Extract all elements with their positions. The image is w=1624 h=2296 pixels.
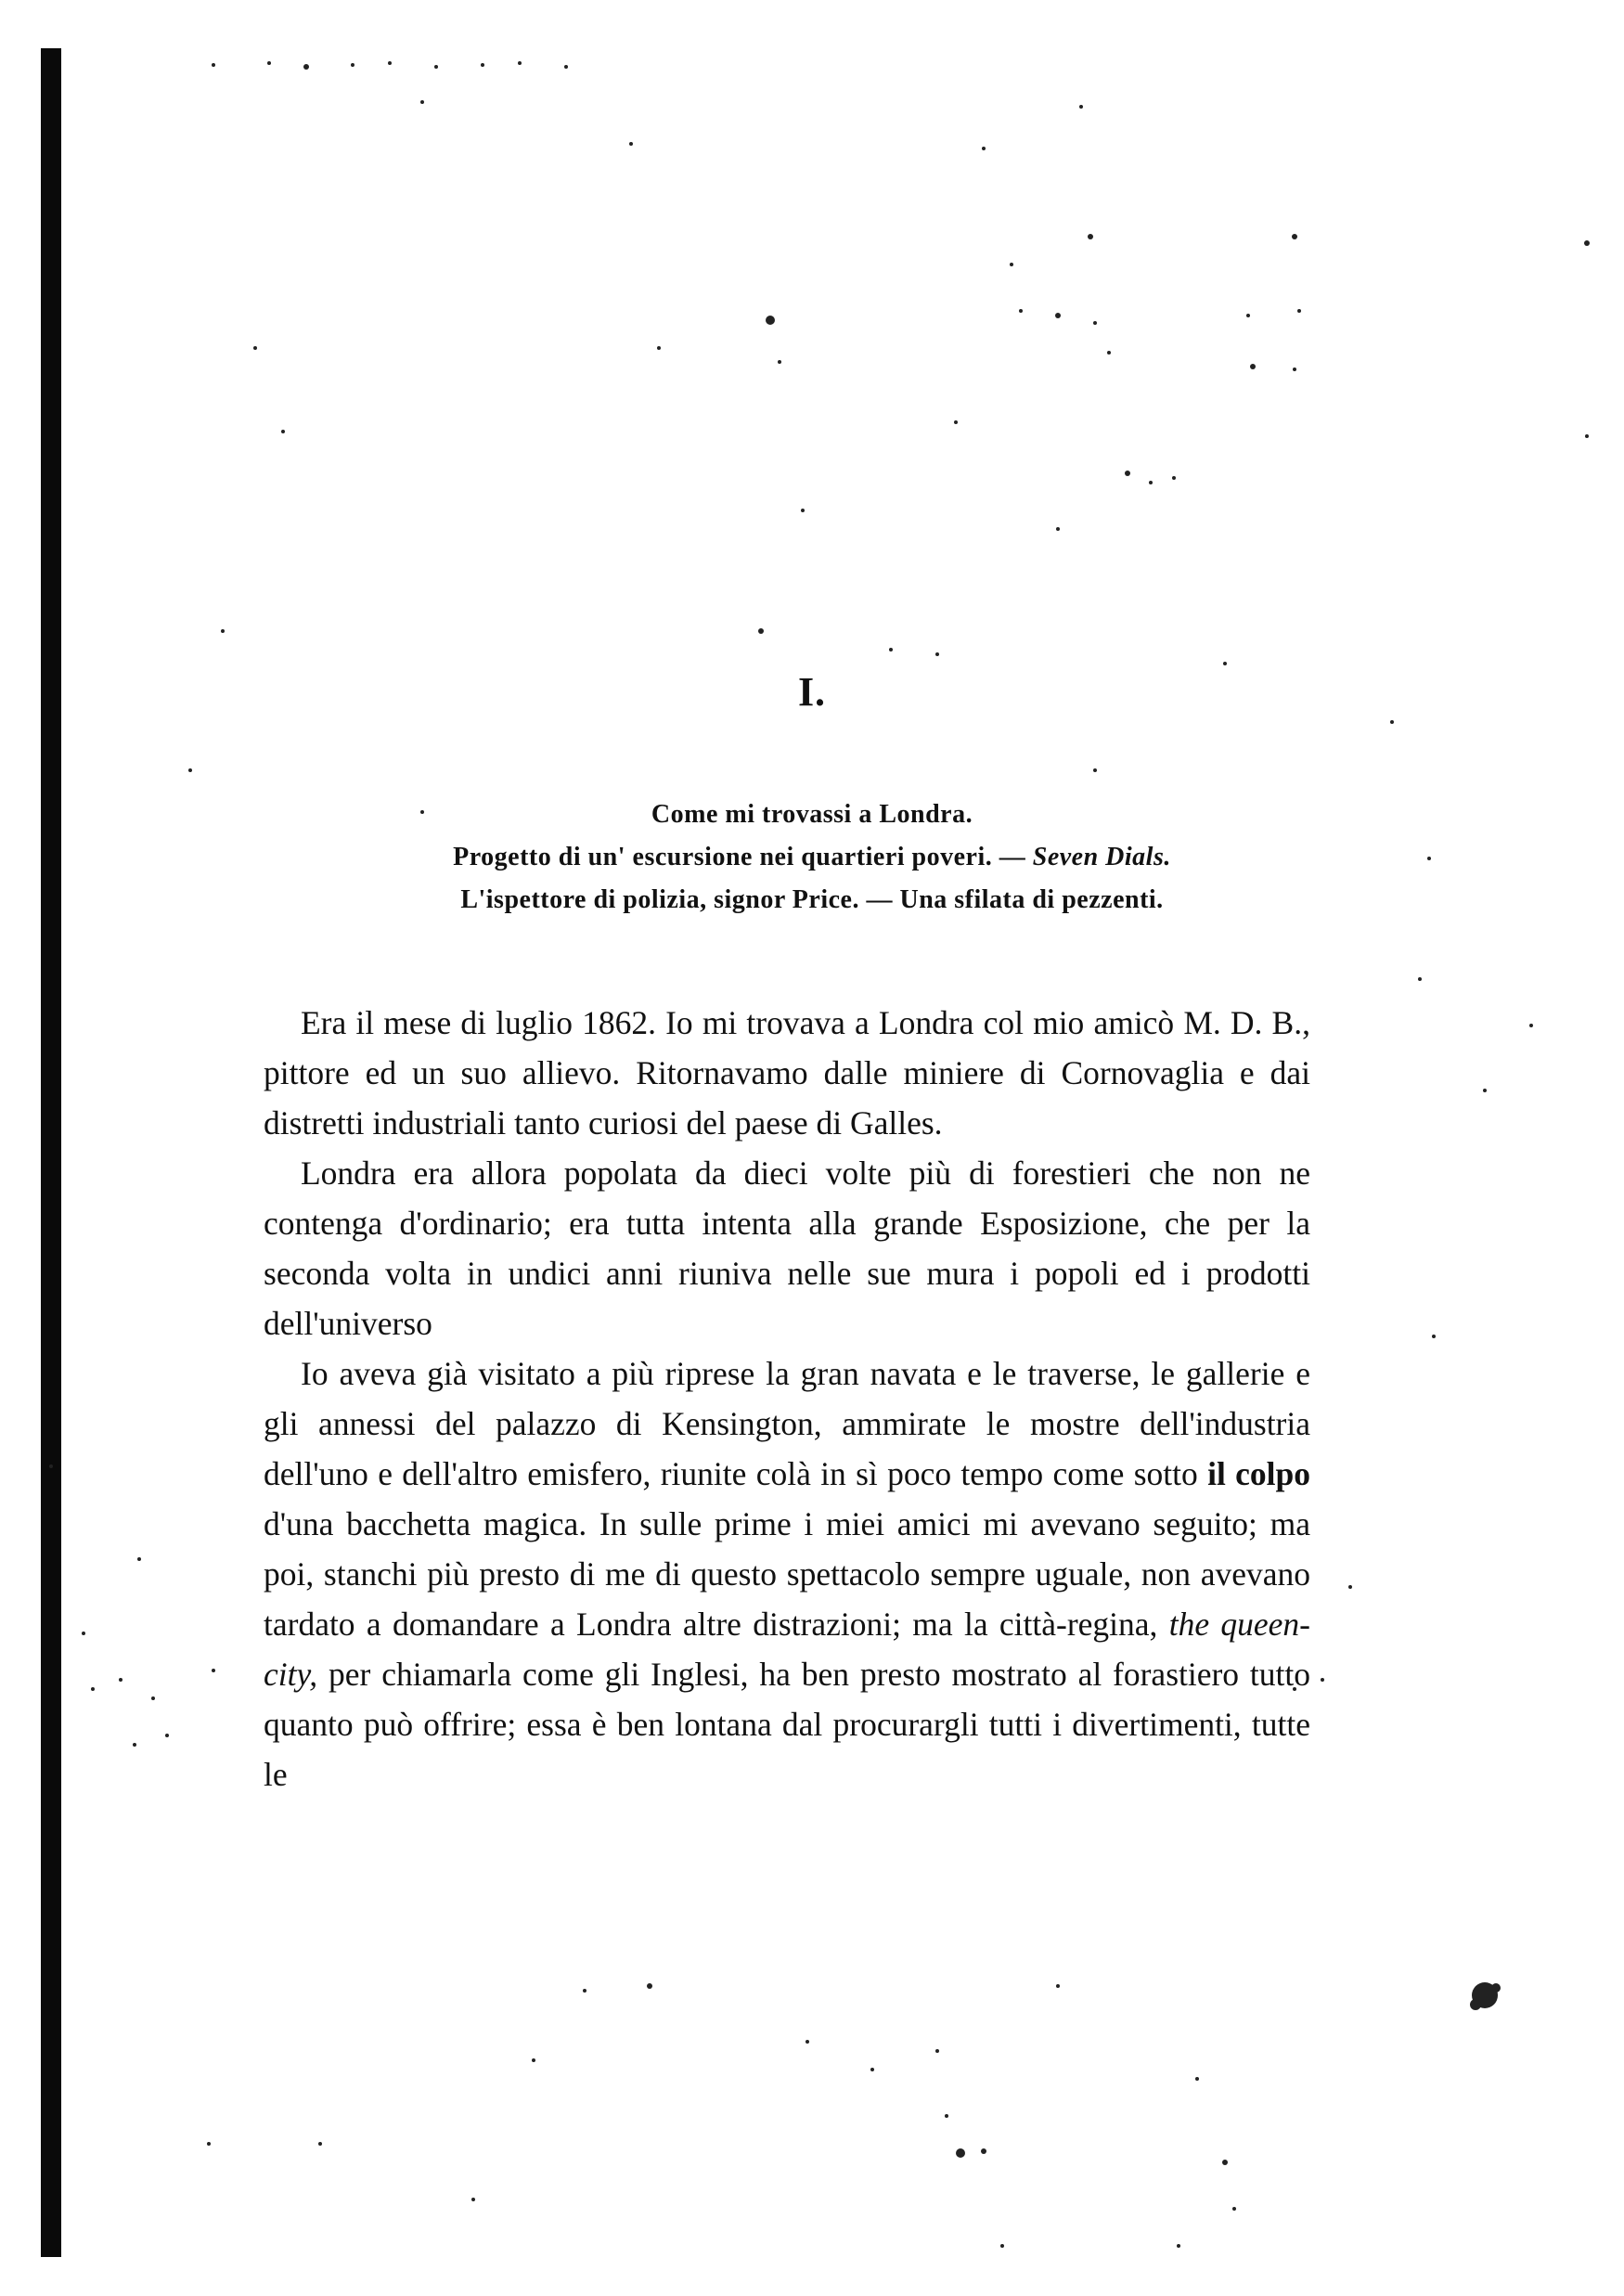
chapter-body [264,998,1310,1799]
paragraph-1: Era il mese di luglio 1862. Io mi trovava a Londra col mio amicò M. D. B., pittore ed un suo allievo. Ritornavamo dalle miniere di Cornovaglia e dai distretti industriali tanto curiosi del paese di Galles. [264,1004,1310,1142]
chapter-number: I. [797,669,827,715]
paragraph-3-part-2: d'una bacchetta magica. In sulle prime i miei amici mi avevano seguito; ma poi, stanchi più presto di me di questo spettacolo sempre uguale, non avevano tardato a domandare a Londra altre distrazioni; ma la città-regina, [264,1505,1310,1643]
paragraph-3-part-3: per chiamarla come gli Inglesi, ha ben presto mostrato al forastiero tutto quanto può offrire; essa è ben lontana dal procurargli tutti i divertimenti, tutte le [264,1656,1311,1793]
summary-line-2 [0,836,1624,879]
paragraph-2: Londra era allora popolata da dieci volte più di forestieri che non ne contenga d'ordinario; era tutta intenta alla grande Esposizione, che per la seconda volta in undici anni riuniva nelle sue mura i popoli ed i prodotti dell'universo [264,1154,1310,1342]
chapter-summary [0,793,1624,922]
paragraph-3 [264,1348,1310,1799]
summary-line-2-text: Progetto di un' escursione nei quartieri poveri. — [453,843,1026,871]
paragraph-3-part-1: Io aveva già visitato a più riprese la gran navata e le traverse, le gallerie e gli annessi del palazzo di Kensington, ammirate le mostre dell'industria dell'uno e dell'altro emisfero, riunite colà in sì poco tempo come sotto [264,1355,1310,1492]
summary-line-2-italic: Seven Dials. [1032,843,1171,871]
paragraph-3-bold: il colpo [1207,1455,1310,1492]
paragraph-3-italic: the queen-city, [264,1606,1311,1693]
summary-line-3: L'ispettore di polizia, signor Price. — Una sfilata di pezzenti. [460,885,1164,914]
summary-line-1: Come mi trovassi a Londra. [651,800,973,829]
